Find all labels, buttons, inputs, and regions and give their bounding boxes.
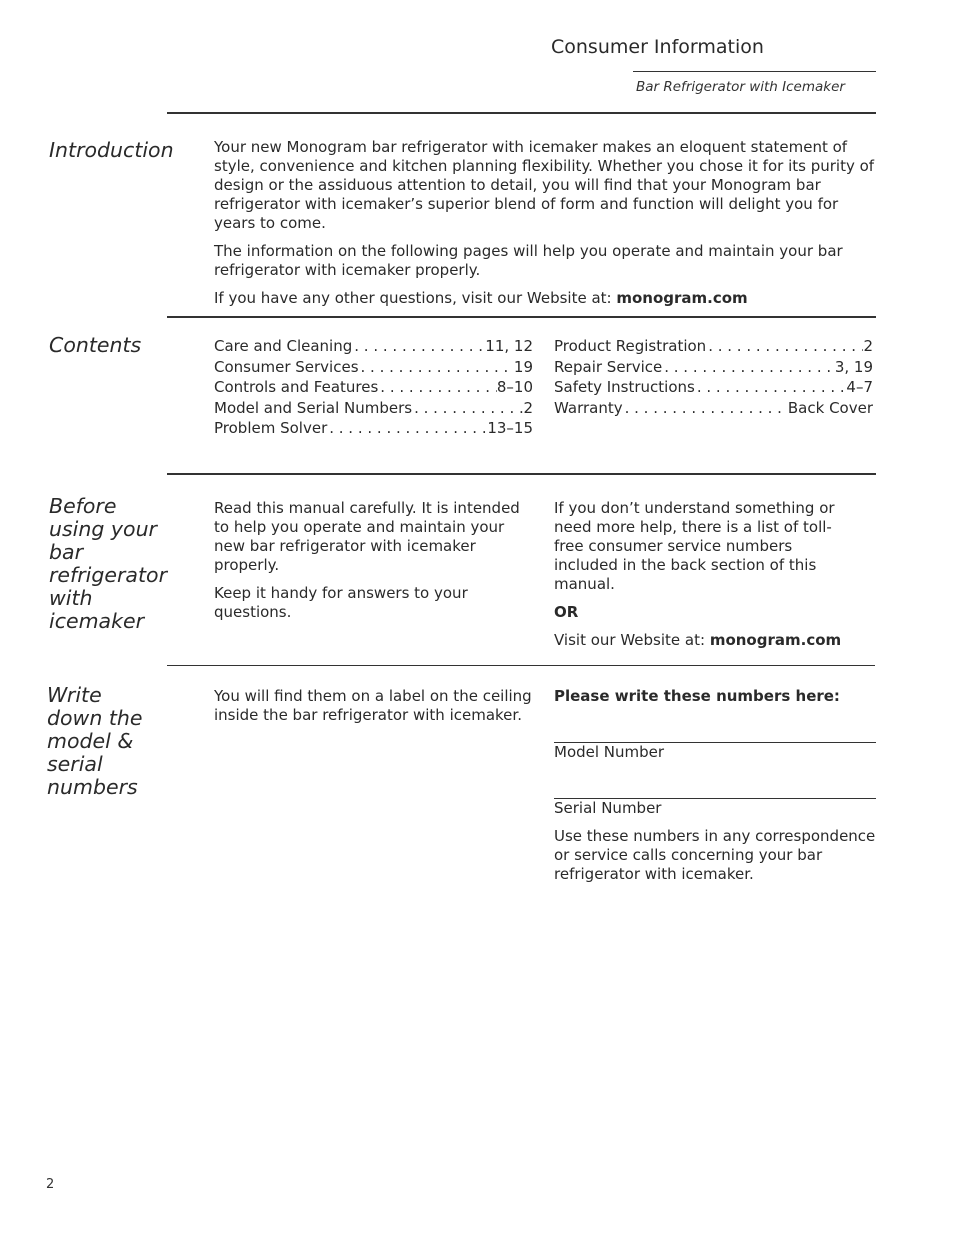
page-header-title: Consumer Information: [551, 36, 764, 58]
contents-entry-label: Care and Cleaning: [214, 337, 353, 355]
or-label: OR: [554, 603, 579, 621]
page-number: 2: [46, 1177, 55, 1192]
website-link[interactable]: monogram.com: [616, 289, 748, 307]
leader-dots: [352, 336, 485, 357]
leader-dots: [662, 357, 835, 378]
contents-entry-label: Product Registration: [554, 337, 707, 355]
page-header-subtitle: Bar Refrigerator with Icemaker: [636, 79, 845, 95]
contents-list-left: [214, 336, 533, 439]
section-divider-write-down: [167, 665, 875, 666]
contents-entry-page: 2: [523, 398, 533, 417]
write-down-right-column: [554, 687, 876, 706]
contents-entry-page: 4–7: [846, 378, 873, 396]
contents-entry-page: Back Cover: [787, 398, 873, 417]
contents-entry-page: 3, 19: [834, 357, 873, 376]
leader-dots: [623, 398, 788, 419]
before-using-paragraph: If you don’t understand something or need more help, there is a list of toll-free consumer service numbers included in the back section of this manual.: [554, 499, 835, 593]
contents-entry-label: Repair Service: [554, 357, 663, 376]
section-title-write-down: Write down the model & serial numbers: [47, 683, 143, 799]
contents-entry-label: Consumer Services: [214, 357, 359, 376]
section-title-before-using: Before using your bar refrigerator with icemaker: [49, 494, 168, 633]
before-using-left-column: [214, 499, 532, 631]
contents-entry[interactable]: [214, 336, 533, 357]
section-divider-contents: [167, 316, 876, 318]
contents-list-right: [554, 336, 873, 418]
contents-entry[interactable]: [554, 377, 873, 398]
contents-entry-label: Safety Instructions: [554, 378, 695, 396]
leader-dots: [327, 418, 487, 439]
section-divider-introduction: [167, 112, 876, 114]
write-down-paragraph: You will find them on a label on the ceiling inside the bar refrigerator with icemaker.: [214, 687, 532, 724]
write-down-left-column: [214, 687, 532, 734]
leader-dots: [412, 398, 523, 419]
website-prompt: If you have any other questions, visit our Website at:: [214, 289, 617, 307]
contents-entry-label: Problem Solver: [214, 419, 328, 437]
contents-entry[interactable]: [214, 377, 533, 398]
website-prompt: Visit our Website at:: [554, 631, 710, 649]
contents-entry[interactable]: [214, 418, 533, 439]
leader-dots: [378, 377, 497, 398]
leader-dots: [695, 377, 847, 398]
contents-entry-page: 13–15: [487, 419, 533, 437]
before-using-paragraph: Read this manual carefully. It is intended to help you operate and maintain your new bar refrigerator with icemaker properly.: [214, 499, 520, 574]
before-using-right-column: [554, 499, 854, 659]
contents-entry[interactable]: [554, 336, 873, 357]
header-divider: [633, 71, 876, 72]
before-using-paragraph: Keep it handy for answers to your questions.: [214, 584, 468, 621]
website-link[interactable]: monogram.com: [709, 631, 842, 649]
model-number-label: Model Number: [554, 743, 665, 761]
leader-dots: [359, 357, 514, 378]
contents-entry[interactable]: [554, 398, 873, 419]
section-divider-before-using: [167, 473, 876, 475]
before-using-website-line: [554, 631, 854, 650]
contents-entry-page: 19: [513, 357, 533, 376]
write-down-heading-text: Please write these numbers here:: [554, 687, 840, 705]
section-title-contents: Contents: [49, 333, 142, 357]
write-down-heading: [554, 687, 876, 706]
section-title-introduction: Introduction: [49, 138, 174, 162]
contents-entry-label: Model and Serial Numbers: [214, 398, 413, 417]
introduction-paragraph: Your new Monogram bar refrigerator with icemaker makes an eloquent statement of style, convenience and kitchen planning flexibility. Whether you chose it for its purity of design or the assiduous attention to detail, you will find that your Monogram bar refrigerator with icemaker’s superior blend of form and function will delight you for years to come.: [214, 138, 875, 232]
contents-entry[interactable]: [554, 357, 873, 378]
introduction-website-line: [214, 289, 876, 308]
contents-entry-label: Warranty: [554, 398, 623, 417]
contents-entry[interactable]: [214, 357, 533, 378]
leader-dots: [706, 336, 863, 357]
or-separator: [554, 603, 854, 622]
contents-entry[interactable]: [214, 398, 533, 419]
write-down-paragraph: Use these numbers in any correspondence or service calls concerning your bar refrigerator with icemaker.: [554, 827, 876, 883]
introduction-paragraph: The information on the following pages will help you operate and maintain your bar refrigerator with icemaker properly.: [214, 242, 843, 279]
serial-number-label: Serial Number: [554, 799, 662, 817]
contents-entry-page: 8–10: [496, 378, 533, 396]
contents-entry-label: Controls and Features: [214, 378, 379, 396]
contents-entry-page: 11, 12: [485, 337, 533, 355]
contents-entry-page: 2: [863, 337, 873, 355]
introduction-body: [214, 138, 876, 317]
write-down-footer-paragraph: [554, 827, 876, 893]
